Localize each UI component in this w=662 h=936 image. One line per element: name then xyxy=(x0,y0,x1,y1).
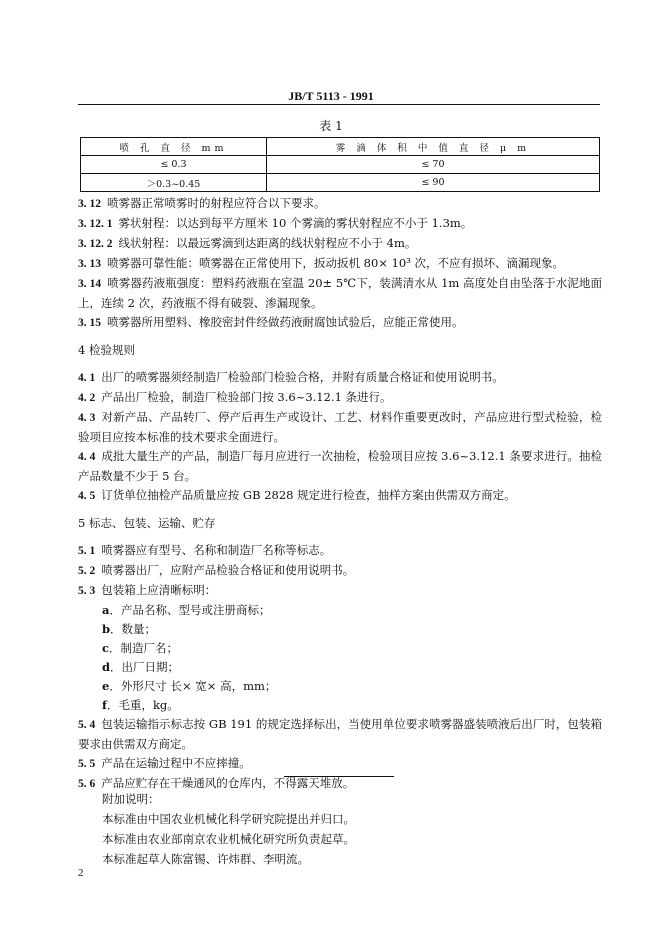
list-item-label: f xyxy=(102,698,107,712)
clause xyxy=(78,254,602,274)
clause-number: 3. 13 xyxy=(78,258,101,270)
table-cell: ≤ 70 xyxy=(266,156,599,174)
clause-text: 产品在运输过程中不应摔撞。 xyxy=(101,756,251,770)
clause-number: 5. 1 xyxy=(78,545,96,557)
table-cell: ≤ 90 xyxy=(266,174,599,192)
list-item-label: d xyxy=(102,660,111,674)
table-header-cell: 喷 孔 直 径 mm xyxy=(81,138,267,156)
header-rule xyxy=(78,104,600,105)
clause-text: 对新产品、产品转厂、停产后再生产或设计、工艺、材料作重要更改时，产品应进行型式检验，检验项目应按本标准的技术要求全面进行。 xyxy=(78,410,603,444)
clause-number: 4. 2 xyxy=(78,392,96,404)
clause-number: 5. 3 xyxy=(78,585,96,597)
notes-title: 附加说明： xyxy=(102,792,160,806)
table-row xyxy=(81,156,600,174)
clause-number: 3. 14 xyxy=(78,278,102,290)
clause-number: 5. 5 xyxy=(78,758,96,770)
clause xyxy=(78,388,602,408)
clause-number: 5. 4 xyxy=(78,719,96,731)
list-item xyxy=(78,696,602,715)
clause xyxy=(78,486,602,506)
list-item xyxy=(78,639,602,658)
clause-text: 订货单位抽检产品质量应按 GB 2828 规定进行检查，抽样方案由供需双方商定。 xyxy=(101,488,516,502)
list-item xyxy=(78,601,602,620)
clause xyxy=(78,274,602,313)
standard-code-header: JB/T 5113 - 1991 xyxy=(288,89,374,103)
clause-text: 线状射程：以最远雾滴到达距离的线状射程应不小于 4m。 xyxy=(118,236,417,250)
list-item-text: ．制造厂名； xyxy=(109,641,179,655)
section-title: 4 检验规则 xyxy=(78,343,135,357)
clause-text: 喷雾器出厂，应附产品检验合格证和使用说明书。 xyxy=(101,563,355,577)
list-item-text: ．外形尺寸 长× 宽× 高，mm； xyxy=(109,679,277,693)
clause-text: 包装箱上应清晰标明： xyxy=(101,583,217,597)
list-item-label: c xyxy=(102,641,110,655)
clause xyxy=(78,447,602,486)
clause-number: 4. 3 xyxy=(78,412,96,424)
list-item-text: ．产品名称、型号或注册商标； xyxy=(109,603,271,617)
notes-line: 本标准起草人陈富锡、许炜群、李明流。 xyxy=(102,852,309,866)
clause-text: 产品应贮存在干燥通风的仓库内，不得露天堆放。 xyxy=(101,776,355,790)
section-title: 5 标志、包装、运输、贮存 xyxy=(78,516,216,530)
notes-line: 本标准由农业部南京农业机械化研究所负责起草。 xyxy=(102,832,355,846)
clause-text: 喷雾器药液瓶强度：塑料药液瓶在室温 20± 5℃下，装满清水从 1m 高度处自由坠落于水泥地面上，连续 2 次，药液瓶不得有破裂、渗漏现象。 xyxy=(78,276,603,310)
clause-number: 3. 12. 1 xyxy=(78,218,113,230)
clause xyxy=(78,313,602,333)
list-item-text: ．数量； xyxy=(110,622,157,636)
clause xyxy=(78,715,602,754)
clause-text: 出厂的喷雾器须经制造厂检验部门检验合格，并附有质量合格证和使用说明书。 xyxy=(101,370,504,384)
list-item xyxy=(78,677,602,696)
clause-text: 喷雾器正常喷雾时的射程应符合以下要求。 xyxy=(107,196,326,210)
clause xyxy=(78,214,602,234)
clause-number: 4. 1 xyxy=(78,372,96,384)
clause-number: 3. 15 xyxy=(78,317,101,329)
table-title: 表 1 xyxy=(319,119,343,133)
clause-number: 3. 12. 2 xyxy=(78,238,113,250)
table-cell: ≤ 0.3 xyxy=(81,156,267,174)
table-cell: ＞0.3~0.45 xyxy=(81,174,267,192)
list-item-label: e xyxy=(102,679,110,693)
clause-number: 4. 4 xyxy=(78,451,96,463)
clause xyxy=(78,234,602,254)
clause-number: 5. 2 xyxy=(78,565,96,577)
table-row xyxy=(81,174,600,192)
clause-text: 喷雾器可靠性能：喷雾器在正常使用下，扳动扳机 80× 10³ 次，不应有损坏、滴漏现象。 xyxy=(107,256,564,270)
document-body xyxy=(78,194,602,794)
clause-number: 4. 5 xyxy=(78,490,96,502)
page-number: 2 xyxy=(78,867,84,879)
clause xyxy=(78,541,602,561)
list-item-label: b xyxy=(102,622,111,636)
clause xyxy=(78,194,602,214)
additional-notes xyxy=(102,789,355,869)
clause xyxy=(78,368,602,388)
table-header-cell: 雾 滴 体 积 中 值 直 径 μ m xyxy=(266,138,599,156)
clause-text: 包装运输指示标志按 GB 191 的规定选择标出，当使用单位要求喷雾器盛装喷液后出厂时，包装箱要求由供需双方商定。 xyxy=(78,717,602,751)
list-item-text: ．出厂日期； xyxy=(110,660,180,674)
clause-number: 3. 12 xyxy=(78,198,101,210)
clause xyxy=(78,561,602,581)
list-item xyxy=(78,658,602,677)
list-item-text: ．毛重，kg。 xyxy=(106,698,179,712)
end-separator-line xyxy=(284,776,394,777)
clause xyxy=(78,408,602,447)
clause-text: 喷雾器所用塑料、橡胶密封件经做药液耐腐蚀试验后，应能正常使用。 xyxy=(107,315,464,329)
clause-text: 雾状射程：以达到每平方厘米 10 个雾滴的雾状射程应不小于 1.3m。 xyxy=(118,216,473,230)
clause-number: 5. 6 xyxy=(78,778,96,790)
clause-text: 成批大量生产的产品，制造厂每月应进行一次抽检，检验项目应按 3.6~3.12.1 条要求进行。抽检产品数量不少于 5 台。 xyxy=(78,449,603,483)
list-item xyxy=(78,620,602,639)
list-item-label: a xyxy=(102,603,110,617)
clause-text: 产品出厂检验，制造厂检验部门按 3.6~3.12.1 条进行。 xyxy=(101,390,392,404)
table-header-row xyxy=(81,138,600,156)
spec-table xyxy=(80,137,600,192)
clause xyxy=(78,581,602,601)
clause xyxy=(78,754,602,774)
clause-text: 喷雾器应有型号、名称和制造厂名称等标志。 xyxy=(101,543,332,557)
notes-line: 本标准由中国农业机械化科学研究院提出并归口。 xyxy=(102,812,355,826)
